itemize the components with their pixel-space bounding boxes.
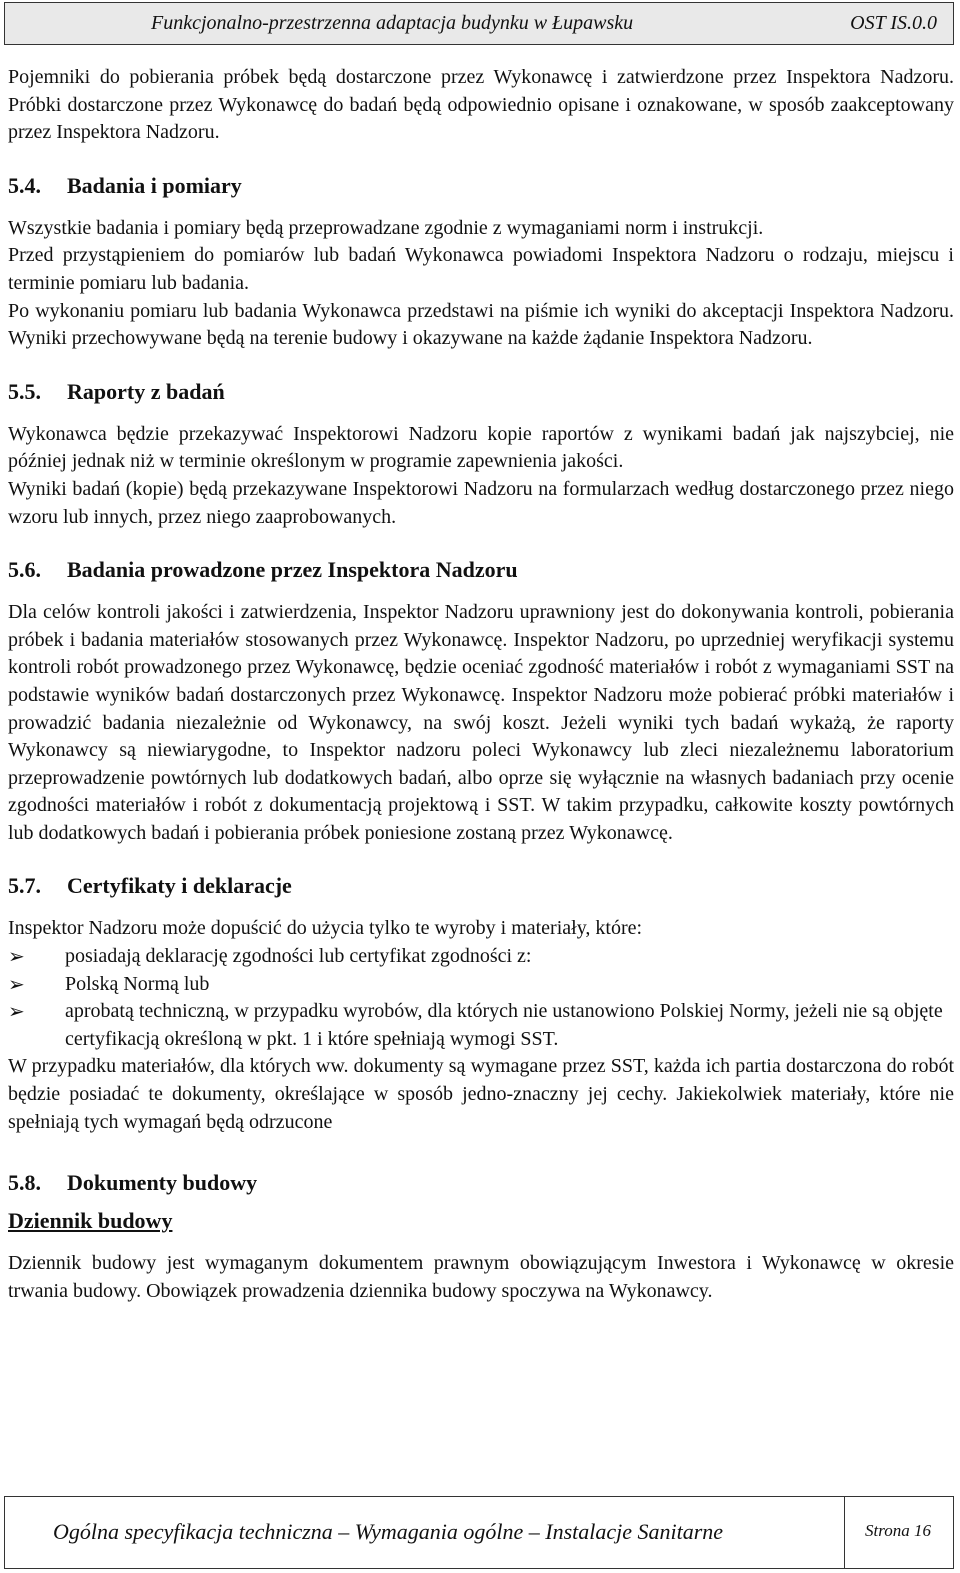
section-title: Certyfikaty i deklaracje — [67, 873, 292, 899]
section-title: Badania prowadzone przez Inspektora Nadzoru — [67, 557, 518, 583]
footer-title-cell — [5, 1497, 845, 1568]
section-number: 5.8. — [8, 1170, 41, 1196]
paragraph: Dziennik budowy jest wymaganym dokumentem prawnym obowiązującym Inwestora i Wykonawcę w okresie trwania budowy. Obowiązek prowadzenia dziennika budowy spoczywa na Wykonawcy. — [8, 1252, 954, 1302]
section-number: 5.4. — [8, 172, 41, 198]
section-title: Badania i pomiary — [67, 172, 242, 198]
footer-title: Ogólna specyfikacja techniczna – Wymagania ogólne – Instalacje Sanitarne — [53, 1519, 724, 1544]
section-5-8-heading — [8, 1168, 954, 1198]
paragraph: Wyniki badań (kopie) będą przekazywane Inspektorowi Nadzoru na formularzach według dostarczonego przez niego wzoru lub innych, przez niego zaaprobowanych. — [8, 477, 954, 528]
arrow-bullet-icon: ➢ — [8, 944, 25, 969]
section-title: Dokumenty budowy — [67, 1170, 258, 1196]
requirements-list — [8, 943, 954, 1053]
header-title: Funkcjonalno-przestrzenna adaptacja budynku w Łupawsku — [151, 12, 634, 34]
section-5-4-heading — [8, 171, 954, 201]
subsection-title: Dziennik budowy — [8, 1208, 173, 1234]
paragraph: Dla celów kontroli jakości i zatwierdzenia, Inspektor Nadzoru uprawniony jest do dokonywania kontroli, pobierania próbek i badania materiałów stosowanych przez Wykonawcę. Inspektor Nadzoru, po uprzedniej weryfikacji systemu kontroli robót prowadzonego przez Wykonawcę, będzie oceniać zgodność materiałów i robót z wymaganiami SST na podstawie wyników badań dostarczonych przez Wykonawcę. Inspektor Nadzoru może pobierać próbki materiałów i prowadzić badania niezależnie od Wykonawcy, na swój koszt. Jeżeli wyniki tych badań wykażą, że raporty Wykonawcy są niewiarygodne, to Inspektor nadzoru poleci Wykonawcy lub zleci niezależnemu laboratorium przeprowadzenie powtórnych lub dodatkowych badań, albo oprze się wyłącznie na własnych badaniach przy ocenie zgodności materiałów i robót z dokumentacją projektową i SST. W takim przypadku, całkowite koszty powtórnych lub dodatkowych badań i pobierania próbek poniesione zostaną przez Wykonawcę. — [8, 601, 954, 844]
arrow-bullet-icon: ➢ — [8, 971, 25, 996]
section-number: 5.5. — [8, 378, 41, 404]
list-item: ➢ posiadają deklarację zgodności lub certyfikat zgodności z: — [8, 943, 954, 971]
section-5-5-heading — [8, 377, 954, 407]
paragraph: Po wykonaniu pomiaru lub badania Wykonawca przedstawi na piśmie ich wyniki do akceptacji Inspektora Nadzoru. Wyniki przechowywane będą na terenie budowy i okazywane na każde żądanie Inspektora Nadzoru. — [8, 299, 954, 350]
section-title: Raporty z badań — [67, 378, 225, 404]
paragraph: Inspektor Nadzoru może dopuścić do użycia tylko te wyroby i materiały, które: — [8, 917, 643, 940]
section-number: 5.7. — [8, 873, 41, 899]
section-number: 5.6. — [8, 557, 41, 583]
header-document-code: OST IS.0.0 — [850, 12, 937, 34]
page-number: Strona 16 — [865, 1521, 931, 1540]
arrow-bullet-icon: ➢ — [8, 999, 25, 1024]
list-item: ➢ aprobatą techniczną, w przypadku wyrobów, dla których nie ustanowiono Polskiej Normy, jeżeli nie są objęte certyfikacją określoną w pkt. 1 i które spełniają wymogi SST. — [8, 999, 943, 1050]
paragraph: W przypadku materiałów, dla których ww. dokumenty są wymagane przez SST, każda ich partia dostarczona do robót będzie posiadać te dokumenty, określające w sposób jedno-znaczny jej cechy. Jakiekolwiek materiały, które nie spełniają tych wymagań będą odrzucone — [8, 1055, 954, 1133]
page-footer — [4, 1496, 954, 1569]
paragraph: Wszystkie badania i pomiary będą przeprowadzane zgodnie z wymaganiami norm i instrukcji. — [8, 216, 764, 239]
list-item: ➢ Polską Normą lub — [8, 971, 954, 999]
section-5-6-heading — [8, 555, 954, 585]
paragraph: Przed przystąpieniem do pomiarów lub badań Wykonawca powiadomi Inspektora Nadzoru o rodzaju, miejscu i terminie pomiaru lub badania. — [8, 244, 954, 294]
paragraph: Wykonawca będzie przekazywać Inspektorowi Nadzoru kopie raportów z wynikami badań jak najszybciej, nie później jednak niż w terminie określonym w programie zapewnienia jakości. — [8, 422, 954, 473]
intro-paragraph: Pojemniki do pobierania próbek będą dostarczone przez Wykonawcę i zatwierdzone przez Inspektora Nadzoru. Próbki dostarczone przez Wykonawcę do badań będą odpowiednio opisane i oznakowane, w sposób zaakceptowany przez Inspektora Nadzoru. — [8, 66, 954, 144]
page-header — [4, 2, 954, 45]
section-5-7-heading — [8, 871, 954, 901]
document-body — [8, 64, 954, 1305]
